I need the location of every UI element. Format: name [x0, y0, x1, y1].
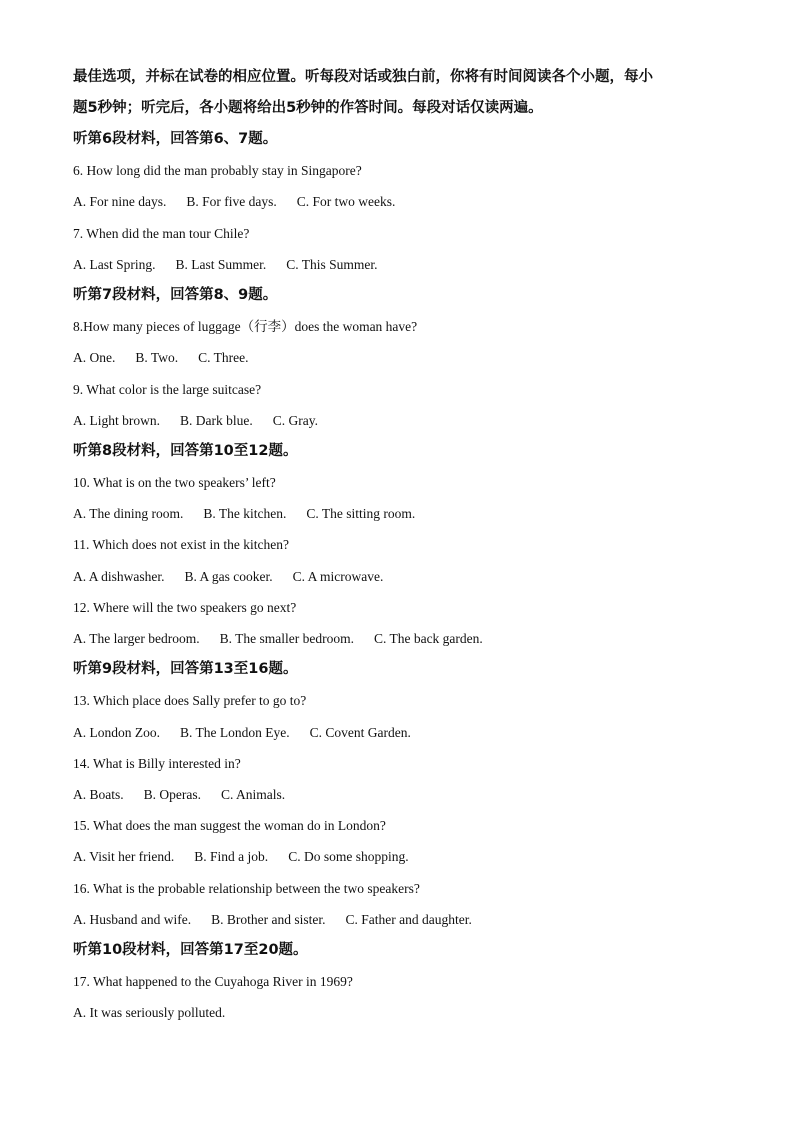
answer-option: A. London Zoo.: [73, 724, 160, 740]
answer-option: B. For five days.: [186, 194, 277, 210]
answer-option: B. A gas cooker.: [184, 568, 273, 584]
question-text: 10. What is on the two speakers’ left?: [73, 475, 276, 491]
answer-options: [73, 561, 723, 592]
answer-option: C. The sitting room.: [306, 506, 416, 522]
answer-option: A. A dishwasher.: [73, 568, 165, 584]
question-text: 6. How long did the man probably stay in Singapore?: [73, 163, 362, 179]
answer-option: A. The larger bedroom.: [73, 631, 200, 646]
answer-option: B. Find a job.: [194, 849, 269, 865]
answer-options: [73, 904, 723, 935]
section-heading: 听第6段材料，回答第6、7题。: [73, 131, 278, 147]
answer-option: C. Animals.: [221, 786, 286, 802]
answer-option: A. Light brown.: [73, 412, 160, 428]
question-text: 11. Which does not exist in the kitchen?: [73, 537, 289, 553]
answer-option: C. Father and daughter.: [345, 911, 472, 927]
answer-option: C. This Summer.: [286, 256, 378, 272]
answer-options: [73, 498, 723, 529]
answer-option: A. Visit her friend.: [73, 849, 175, 865]
answer-option: A. One.: [73, 350, 116, 366]
answer-option: A. Boats.: [73, 786, 124, 802]
answer-options: [73, 717, 723, 748]
question-text: 15. What does the man suggest the woman do in London?: [73, 818, 386, 834]
answer-option: C. Covent Garden.: [309, 724, 411, 740]
instructions-line: 题5秒钟；听完后，各小题将给出5秒钟的作答时间。每段对话仅读两遍。: [73, 100, 543, 116]
section-heading: 听第7段材料，回答第8、9题。: [73, 286, 278, 303]
section-heading: 听第10段材料，回答第17至20题。: [73, 941, 308, 958]
answer-option: B. Two.: [135, 350, 179, 366]
question-text: 17. What happened to the Cuyahoga River in 1969?: [73, 974, 353, 990]
answer-option: C. For two weeks.: [296, 194, 396, 210]
question-text: 7. When did the man tour Chile?: [73, 225, 250, 241]
question-text: 16. What is the probable relationship between the two speakers?: [73, 880, 420, 896]
answer-option: A. For nine days.: [73, 194, 167, 210]
answer-option: C. A microwave.: [292, 568, 384, 584]
answer-options: [73, 779, 723, 810]
question-text: 13. Which place does Sally prefer to go to?: [73, 693, 307, 709]
section-heading: 听第9段材料，回答第13至16题。: [73, 661, 298, 678]
answer-options: [73, 249, 723, 280]
answer-options: [73, 342, 723, 373]
answer-option: C. Gray.: [272, 412, 318, 428]
answer-options: [73, 997, 723, 1028]
answer-option: B. Last Summer.: [175, 256, 267, 272]
answer-option: B. The kitchen.: [203, 506, 287, 522]
answer-option: B. The smaller bedroom.: [219, 631, 354, 646]
answer-option: C. Do some shopping.: [288, 849, 409, 865]
answer-options: [73, 186, 723, 217]
question-text: 14. What is Billy interested in?: [73, 755, 241, 771]
answer-options: [73, 623, 723, 654]
answer-option: A. The dining room.: [73, 506, 184, 522]
answer-option: B. The London Eye.: [180, 724, 290, 740]
sections-container: [73, 124, 723, 1028]
page-content: [73, 62, 723, 1028]
question-text: 9. What color is the large suitcase?: [73, 381, 262, 397]
answer-options: [73, 405, 723, 436]
answer-option: B. Dark blue.: [180, 412, 253, 428]
section-heading: 听第8段材料，回答第10至12题。: [73, 442, 298, 459]
answer-options: [73, 841, 723, 872]
answer-option: B. Brother and sister.: [211, 911, 326, 927]
answer-option: B. Operas.: [143, 786, 201, 802]
instructions-line: 最佳选项，并标在试卷的相应位置。听每段对话或独白前，你将有时间阅读各个小题，每小: [73, 69, 653, 85]
question-text: 8.How many pieces of luggage（行李）does the woman have?: [73, 319, 418, 335]
answer-option: C. The back garden.: [373, 631, 483, 646]
answer-option: C. Three.: [198, 350, 249, 366]
answer-option: A. Husband and wife.: [73, 911, 192, 927]
question-text: 12. Where will the two speakers go next?: [73, 599, 297, 615]
answer-option: A. Last Spring.: [73, 256, 156, 272]
answer-option: A. It was seriously polluted.: [73, 1005, 226, 1021]
instructions-paragraph: [73, 62, 723, 124]
